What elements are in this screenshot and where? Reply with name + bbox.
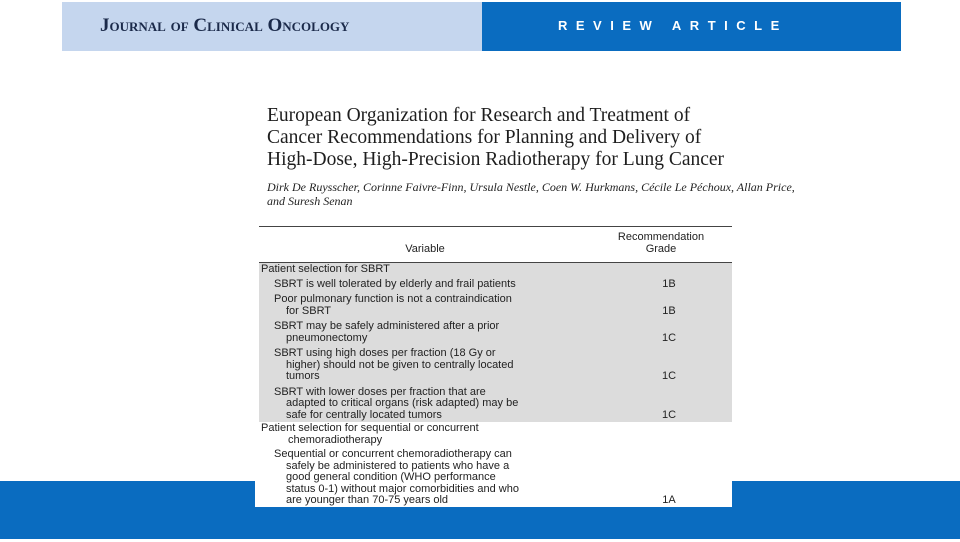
section-heading-line: Patient selection for SBRT — [261, 263, 390, 275]
recommendation-line: SBRT may be safely administered after a prior — [274, 320, 500, 332]
table-row — [259, 446, 732, 508]
table-row — [259, 291, 732, 318]
table-section-sbrt — [259, 263, 732, 422]
recommendation-line: SBRT with lower doses per fraction that are — [274, 385, 486, 398]
section-heading — [259, 422, 732, 446]
paper-title-line: Cancer Recommendations for Planning and Delivery of — [267, 127, 702, 148]
article-type-banner — [482, 2, 901, 51]
table-row — [259, 276, 732, 292]
table-row — [259, 318, 732, 345]
column-header-variable: Variable — [405, 243, 445, 255]
article-type-label: REVIEW ARTICLE — [558, 18, 788, 33]
recommendation-grade: 1B — [662, 304, 676, 317]
paper-title-line: European Organization for Research and Treatment of — [267, 105, 691, 126]
recommendation-grade: 1C — [661, 331, 677, 344]
author-line: and Suresh Senan — [267, 194, 353, 208]
recommendation-line: are younger than 70-75 years old — [286, 494, 449, 506]
column-header-grade-line: Recommendation — [617, 231, 705, 243]
section-heading — [259, 263, 732, 276]
author-line: Dirk De Ruysscher, Corinne Faivre-Finn, Ursula Nestle, Coen W. Hurkmans, Cécile Le Péchoux, Allan Price, — [267, 180, 795, 194]
column-header-grade — [601, 231, 721, 255]
section-heading-line: chemoradiotherapy — [288, 433, 383, 446]
recommendation-grade: 1B — [662, 277, 676, 290]
paper-title-line: High-Dose, High-Precision Radiotherapy for Lung Cancer — [267, 149, 725, 170]
recommendation-line: pneumonectomy — [286, 331, 368, 344]
recommendation-line: SBRT is well tolerated by elderly and frail patients — [274, 277, 516, 290]
recommendation-line: adapted to critical organs (risk adapted) may be — [286, 397, 519, 409]
table-row — [259, 345, 732, 384]
table-row — [259, 384, 732, 423]
journal-title: Journal of Clinical Oncology — [100, 15, 350, 36]
table-section-chemoradiotherapy — [259, 422, 732, 508]
section-heading-line: Patient selection for sequential or concurrent — [261, 422, 479, 434]
table-header — [259, 226, 732, 263]
recommendation-table — [259, 226, 732, 508]
recommendation-line: status 0-1) without major comorbidities and who — [286, 482, 519, 495]
recommendation-line: Poor pulmonary function is not a contraindication — [274, 293, 512, 305]
column-header-grade-line: Grade — [645, 243, 677, 255]
recommendation-line: good general condition (WHO performance — [286, 471, 496, 483]
recommendation-line: Sequential or concurrent chemoradiotherapy can — [274, 448, 512, 460]
recommendation-line: safe for centrally located tumors — [286, 408, 442, 421]
recommendation-grade: 1A — [662, 494, 676, 506]
recommendation-grade: 1C — [661, 370, 677, 382]
author-list — [267, 180, 907, 208]
recommendation-line: for SBRT — [286, 304, 332, 317]
recommendation-grade: 1C — [661, 408, 677, 421]
journal-banner — [62, 2, 482, 51]
recommendation-line: tumors — [286, 370, 320, 382]
recommendation-line: safely be administered to patients who have a — [286, 459, 510, 472]
paper-title — [267, 105, 907, 171]
recommendation-line: higher) should not be given to centrally located — [286, 358, 514, 371]
recommendation-line: SBRT using high doses per fraction (18 Gy or — [274, 347, 496, 359]
